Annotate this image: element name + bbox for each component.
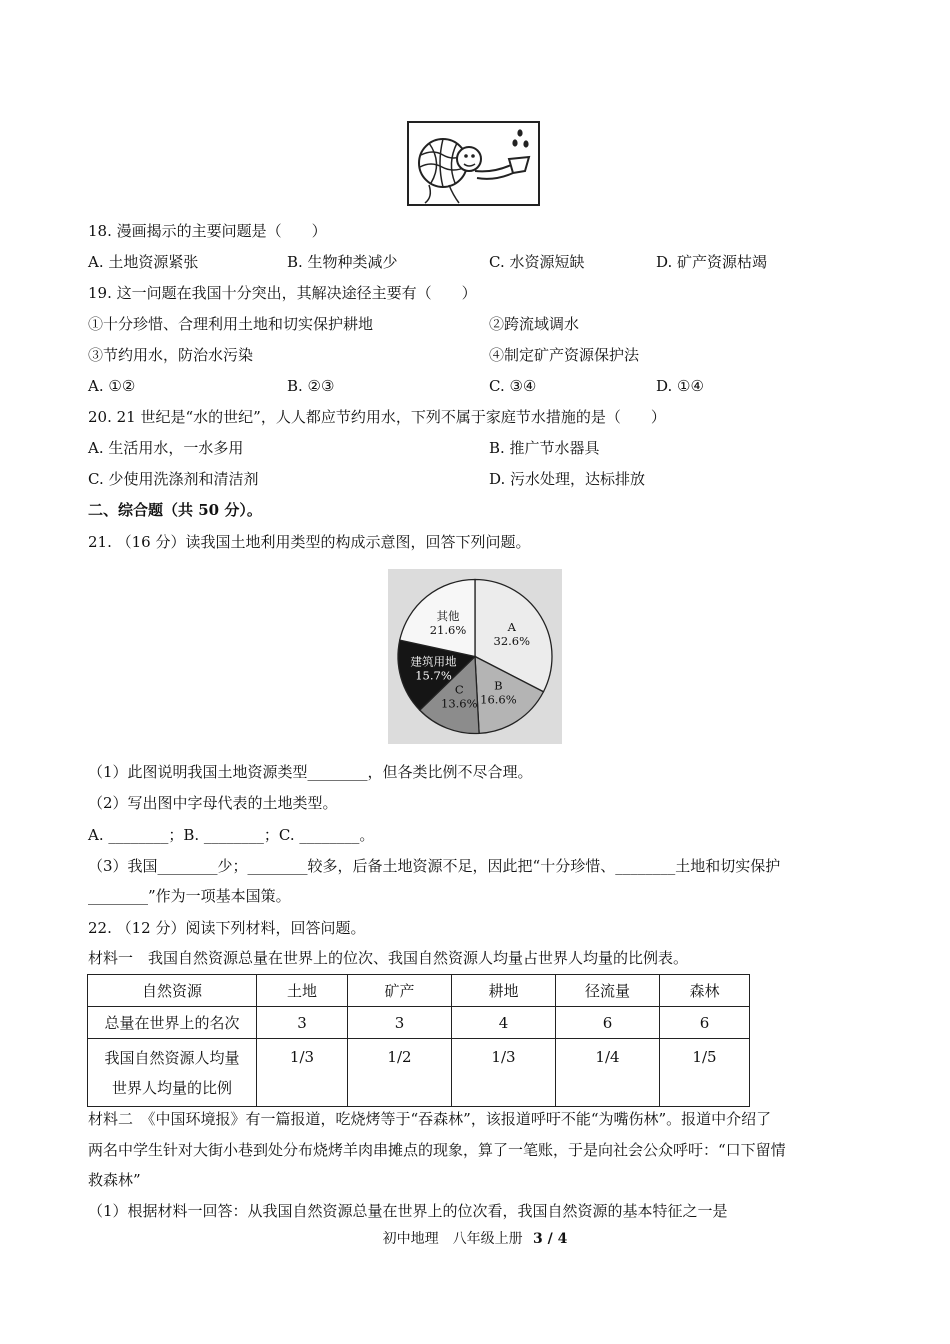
cartoon-illustration [407, 121, 540, 206]
q20-option-c: C. 少使用洗涤剂和清洁剂 [88, 470, 259, 488]
table-cell: 1/3 [452, 1039, 556, 1107]
q19-item-2: ②跨流域调水 [489, 315, 580, 333]
pie-slice-label: A [507, 620, 516, 634]
table-cell: 1/2 [348, 1039, 452, 1107]
table-cell: 3 [348, 1007, 452, 1039]
q19-option-b: B. ②③ [287, 377, 335, 395]
q19-item-1: ①十分珍惜、合理利用土地和切实保护耕地 [88, 315, 374, 333]
table-row [88, 1007, 750, 1039]
q22-material2-line3: 救森林” [88, 1171, 141, 1189]
q22-stem: 22. （12 分）阅读下列材料，回答问题。 [88, 919, 366, 937]
q20-option-d: D. 污水处理，达标排放 [489, 470, 646, 488]
q22-material2-line1: 材料二 《中国环境报》有一篇报道，吃烧烤等于“吞森林”，该报道呼吁不能“为嘴伤林”。报道中介绍了 [88, 1110, 772, 1128]
q18-option-d: D. 矿产资源枯竭 [656, 253, 768, 271]
table-cell: 3 [257, 1007, 348, 1039]
q22-sub1: （1）根据材料一回答：从我国自然资源总量在世界上的位次看，我国自然资源的基本特征之一是 [88, 1202, 728, 1220]
q21-sub3-line2: ________”作为一项基本国策。 [88, 887, 291, 905]
q18-option-b: B. 生物种类减少 [287, 253, 398, 271]
table-row-label-line2: 世界人均量的比例 [111, 1078, 232, 1097]
table-row [88, 1039, 750, 1107]
land-use-pie-chart [388, 569, 562, 744]
page-number: 3 / 4 [533, 1231, 568, 1247]
q19-item-3: ③节约用水，防治水污染 [88, 346, 254, 364]
q22-material1: 材料一 我国自然资源总量在世界上的位次、我国自然资源人均量占世界人均量的比例表。 [88, 949, 689, 967]
q20-option-a: A. 生活用水，一水多用 [88, 439, 244, 457]
table-header-cell: 径流量 [556, 975, 660, 1007]
table-header-row [88, 975, 750, 1007]
table-row-label-line1: 我国自然资源人均量 [104, 1048, 240, 1067]
q19-stem: 19. 这一问题在我国十分突出，其解决途径主要有（ ） [88, 284, 477, 302]
footer-text: 初中地理 八年级上册 [382, 1231, 523, 1247]
table-header-cell: 矿产 [348, 975, 452, 1007]
table-cell: 6 [660, 1007, 750, 1039]
table-cell: 总量在世界上的名次 [88, 1007, 257, 1039]
table-cell: 1/3 [257, 1039, 348, 1107]
q21-sub1: （1）此图说明我国土地资源类型________，但各类比例不尽合理。 [88, 763, 533, 781]
pie-slice-label: 其他 [436, 608, 460, 623]
q21-sub2-blanks: A. ________；B. ________；C. ________。 [88, 826, 375, 844]
resource-table [87, 974, 750, 1107]
pie-slice-label: 建筑用地 [410, 654, 457, 669]
pie-slice-value-label: 15.7% [415, 668, 452, 683]
table-header-cell: 森林 [660, 975, 750, 1007]
table-cell: 1/5 [660, 1039, 750, 1107]
table-header-cell: 土地 [257, 975, 348, 1007]
pie-slice-value-label: 21.6% [429, 622, 467, 637]
pie-slice-value-label: 32.6% [493, 634, 531, 648]
q22-material2-line2: 两名中学生针对大街小巷到处分布烧烤羊肉串摊点的现象，算了一笔账，于是向社会公众呼吁：“口下留情 [88, 1141, 786, 1159]
table-cell: 4 [452, 1007, 556, 1039]
table-cell: 1/4 [556, 1039, 660, 1107]
q18-option-a: A. 土地资源紧张 [88, 253, 199, 271]
pie-slice-value-label: 13.6% [441, 696, 478, 711]
pie-slice-value-label: 16.6% [480, 692, 517, 707]
q21-sub2: （2）写出图中字母代表的土地类型。 [88, 794, 338, 812]
table-header-cell: 耕地 [452, 975, 556, 1007]
pie-slice-label: C [454, 682, 464, 697]
q19-option-a: A. ①② [88, 377, 136, 395]
section-2-heading: 二、综合题（共 50 分）。 [88, 501, 262, 519]
q20-option-b: B. 推广节水器具 [489, 439, 600, 457]
cartoon-drawing [409, 123, 538, 204]
q19-option-c: C. ③④ [489, 377, 537, 395]
q19-item-4: ④制定矿产资源保护法 [489, 346, 640, 364]
q20-stem: 20. 21 世纪是“水的世纪”，人人都应节约用水，下列不属于家庭节水措施的是（ ） [88, 408, 666, 426]
q19-option-d: D. ①④ [656, 377, 704, 395]
table-header-cell: 自然资源 [88, 975, 257, 1007]
table-cell [88, 1039, 257, 1107]
q18-option-c: C. 水资源短缺 [489, 253, 585, 271]
page-footer [0, 1228, 950, 1248]
table-cell: 6 [556, 1007, 660, 1039]
q18-stem: 18. 漫画揭示的主要问题是（ ） [88, 222, 327, 240]
pie-slice-label: B [494, 678, 503, 693]
q21-sub3-line1: （3）我国________少；________较多，后备土地资源不足，因此把“十分珍惜、________土地和切实保护 [88, 857, 781, 875]
q21-stem: 21. （16 分）读我国土地利用类型的构成示意图，回答下列问题。 [88, 533, 531, 551]
